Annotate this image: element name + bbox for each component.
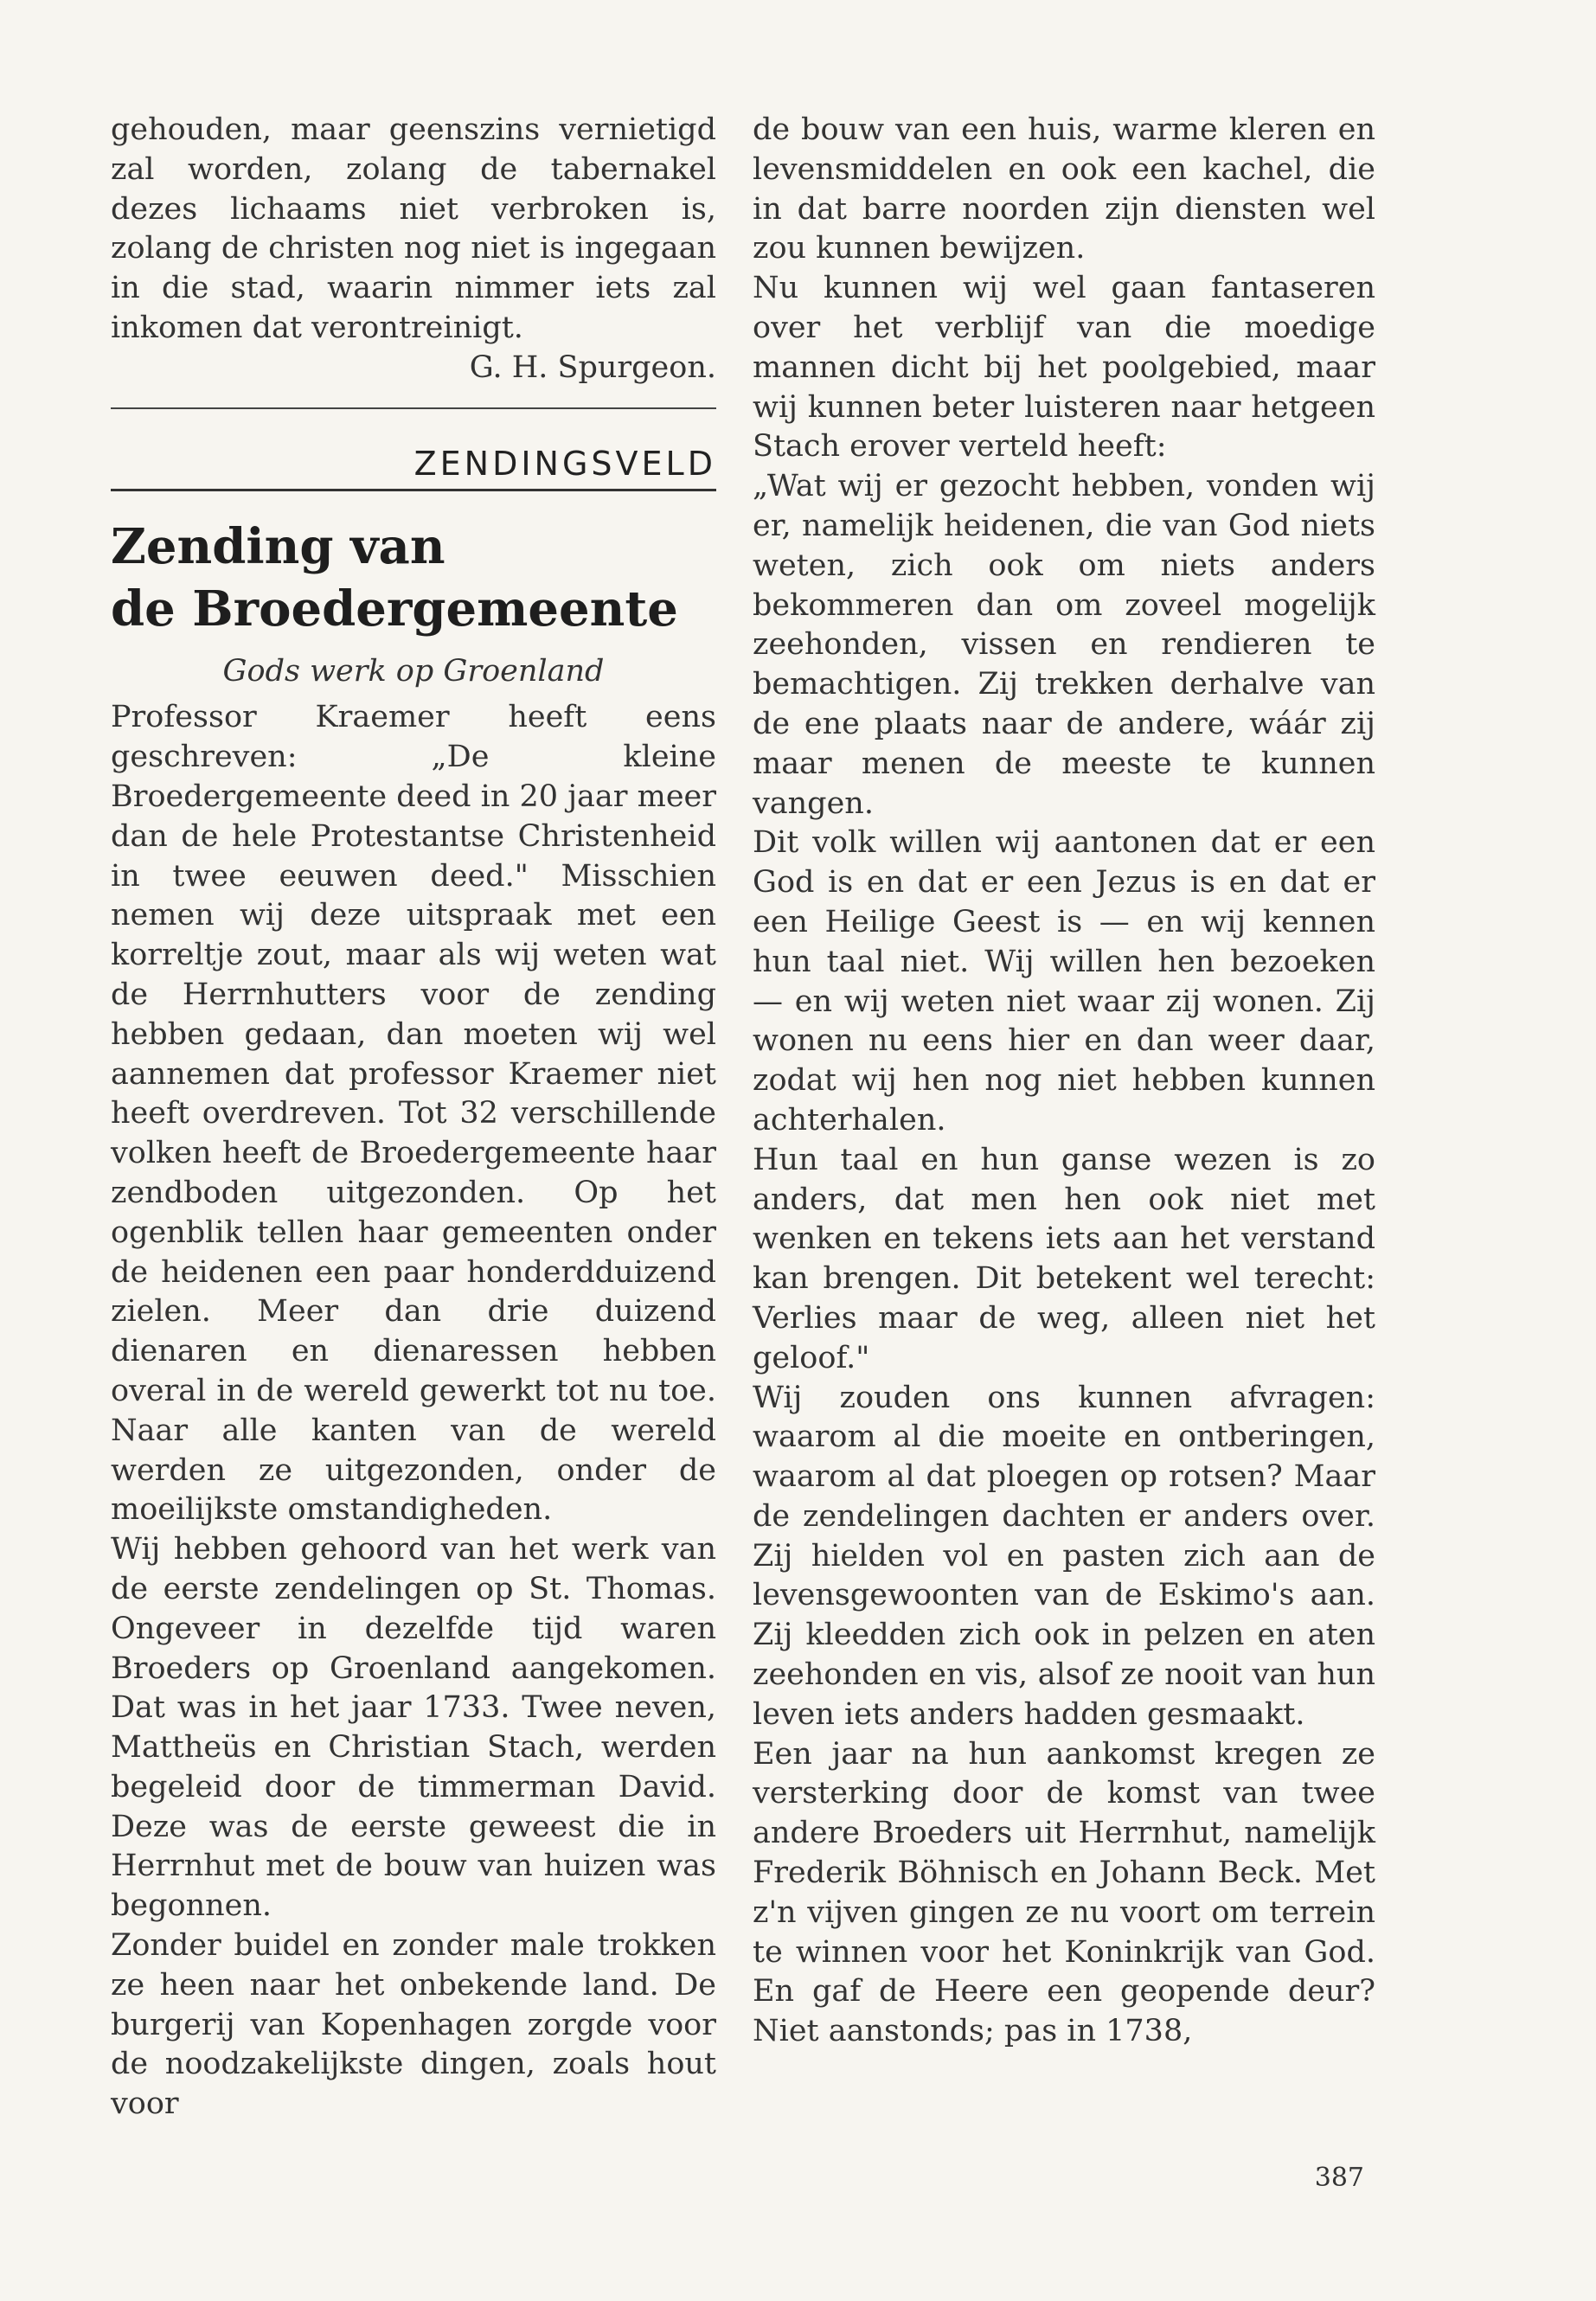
article-subtitle: Gods werk op Groenland bbox=[222, 653, 605, 689]
divider-rule bbox=[111, 407, 716, 409]
left-paragraph-1: Professor Kraemer heeft eens geschreven: „De kleine Broedergemeente deed in 20 jaar meer dan de hele Protestantse Christenheid in twee eeuwen deed." Misschien nemen wij deze uitspraak met een korreltje zout, maar als wij weten wat de Herrnhutters voor de zending hebben gedaan, dan moeten wij wel aannemen dat professor Kraemer niet heeft overdreven. Tot 32 verschillende volken heeft de Broedergemeente haar zendboden uitgezonden. Op het ogenblik tellen haar gemeenten onder de heidenen een paar honderdduizend zielen. Meer dan drie duizend dienaren en dienaressen hebben overal in de wereld gewerkt tot nu toe. Naar alle kanten van de wereld werden ze uitgezonden, onder de moeilijkste omstandigheden. bbox=[111, 700, 716, 1528]
page-number: 387 bbox=[1314, 2163, 1364, 2193]
left-column bbox=[111, 111, 716, 2125]
title-line-2: de Broedergemeente bbox=[111, 580, 678, 638]
right-paragraph-6: Wij zouden ons kunnen afvragen: waarom al die moeite en ontberingen, waarom al dat ploegen op rotsen? Maar de zendelingen dachten er anders over. Zij hielden vol en pasten zich aan de levensgewoonten van de Eskimo's aan. Zij kleedden zich ook in pelzen en aten zeehonden en vis, alsof ze nooit van hun leven iets anders hadden gesmaakt. bbox=[753, 1380, 1375, 1732]
right-paragraph-7: Een jaar na hun aankomst kregen ze versterking door de komst van twee andere Broeders uit Herrnhut, namelijk Frederik Böhnisch en Johann Beck. Met z'n vijven gingen ze nu voort om terrein te winnen voor het Koninkrijk van God. En gaf de Heere een geopende deur? Niet aanstonds; pas in 1738, bbox=[753, 1736, 1375, 2049]
section-label: ZENDINGSVELD bbox=[413, 444, 716, 483]
right-paragraph-4: Dit volk willen wij aantonen dat er een God is en dat er een Jezus is en dat er een Heilige Geest is — en wij kennen hun taal niet. Wij willen hen bezoeken — en wij weten niet waar zij wonen. Zij wonen nu eens hier en dan weer daar, zodat wij hen nog niet hebben kunnen achterhalen. bbox=[753, 825, 1375, 1138]
right-paragraph-2: Nu kunnen wij wel gaan fantaseren over het verblijf van die moedige mannen dicht bij het poolgebied, maar wij kunnen beter luisteren naar hetgeen Stach erover verteld heeft: bbox=[753, 271, 1375, 465]
left-paragraph-3: Zonder buidel en zonder male trokken ze heen naar het onbekende land. De burgerij van Kopenhagen zorgde voor de noodzakelijkste dingen, zoals hout voor bbox=[111, 1928, 716, 2122]
right-paragraph-5: Hun taal en hun ganse wezen is zo anders, dat men hen ook niet met wenken en tekens iets aan het verstand kan brengen. Dit betekent wel terecht: Verlies maar de weg, alleen niet het geloof." bbox=[753, 1142, 1375, 1375]
right-paragraph-1: de bouw van een huis, warme kleren en levensmiddelen en ook een kachel, die in dat barre noorden zijn diensten wel zou kunnen bewijzen. bbox=[753, 112, 1375, 266]
right-column bbox=[753, 111, 1375, 2052]
section-underline bbox=[111, 489, 716, 491]
opening-paragraph: gehouden, maar geenszins vernietigd zal worden, zolang de tabernakel dezes lichaams niet verbroken is, zolang de christen nog niet is ingegaan in die stad, waarin nimmer iets zal inkomen dat verontreinigt. bbox=[111, 112, 716, 345]
right-paragraph-3: „Wat wij er gezocht hebben, vonden wij er, namelijk heidenen, die van God niets weten, zich ook om niets anders bekommeren dan om zoveel mogelijk zeehonden, vissen en rendieren te bemachtigen. Zij trekken derhalve van de ene plaats naar de andere, wáár zij maar menen de meeste te kunnen vangen. bbox=[753, 469, 1375, 821]
left-paragraph-2: Wij hebben gehoord van het werk van de eerste zendelingen op St. Thomas. Ongeveer in dezelfde tijd waren Broeders op Groenland aangekomen. Dat was in het jaar 1733. Twee neven, Mattheüs en Christian Stach, werden begeleid door de timmerman David. Deze was de eerste geweest die in Herrnhut met de bouw van huizen was begonnen. bbox=[111, 1532, 716, 1924]
title-line-1: Zending van bbox=[111, 517, 445, 575]
signature: G. H. Spurgeon. bbox=[469, 349, 716, 385]
article-title bbox=[111, 516, 716, 640]
